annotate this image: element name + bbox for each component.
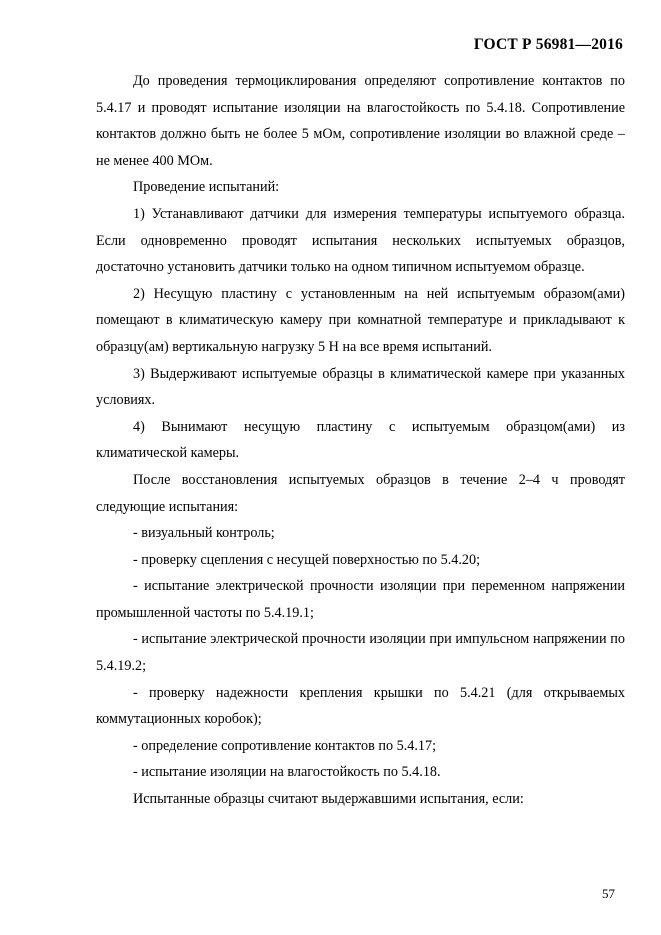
paragraph-step-2: 2) Несущую пластину с установленным на ней испытуемым образом(ами) помещают в климатическую камеру при комнатной температуре и прикладывают к образцу(ам) вертикальную нагрузку 5 Н на все время испытаний. — [96, 285, 625, 355]
paragraph-step-4: 4) Вынимают несущую пластину с испытуемым образцом(ами) из климатической камеры. — [96, 418, 625, 462]
paragraph-testing-heading: Проведение испытаний: — [133, 179, 280, 196]
list-item-lid-fixing-check: - проверку надежности крепления крышки по 5.4.21 (для открываемых коммутационных коробок); — [96, 684, 625, 728]
list-item-impulse-dielectric-test: - испытание электрической прочности изоляции при импульсном напряжении по 5.4.19.2; — [96, 631, 625, 675]
list-item-contact-resistance: - определение сопротивление контактов по 5.4.17; — [133, 737, 437, 754]
paragraph-step-1: 1) Устанавливают датчики для измерения температуры испытуемого образца. Если одновременно проводят испытания нескольких испытуемых образцов, достаточно установить датчики только на одном типичном испытуемом образце. — [96, 205, 625, 276]
paragraph-pass-criteria: Испытанные образцы считают выдержавшими испытания, если: — [133, 791, 524, 808]
list-item-adhesion-check: - проверку сцепления с несущей поверхностью по 5.4.20; — [133, 551, 481, 568]
document-code-header: ГОСТ Р 56981—2016 — [473, 36, 623, 53]
document-body — [96, 68, 625, 813]
paragraph-after-recovery: После восстановления испытуемых образцов в течение 2–4 ч проводят следующие испытания: — [96, 471, 625, 515]
paragraph-step-3: 3) Выдерживают испытуемые образцы в климатической камере при указанных условиях. — [96, 365, 625, 409]
list-item-ac-dielectric-test: - испытание электрической прочности изоляции при переменном напряжении промышленной частоты по 5.4.19.1; — [96, 578, 625, 621]
paragraph-intro-resistance: До проведения термоциклирования определяют сопротивление контактов по 5.4.17 и проводят испытание изоляции на влагостойкость по 5.4.18. Сопротивление контактов должно быть не более 5 мОм, сопротивление изоляции во влажной среде – не менее 400 МОм. — [96, 73, 625, 169]
page-number: 57 — [602, 886, 615, 901]
list-item-moisture-resistance: - испытание изоляции на влагостойкость по 5.4.18. — [133, 764, 441, 781]
list-item-visual-control: - визуальный контроль; — [133, 525, 275, 542]
